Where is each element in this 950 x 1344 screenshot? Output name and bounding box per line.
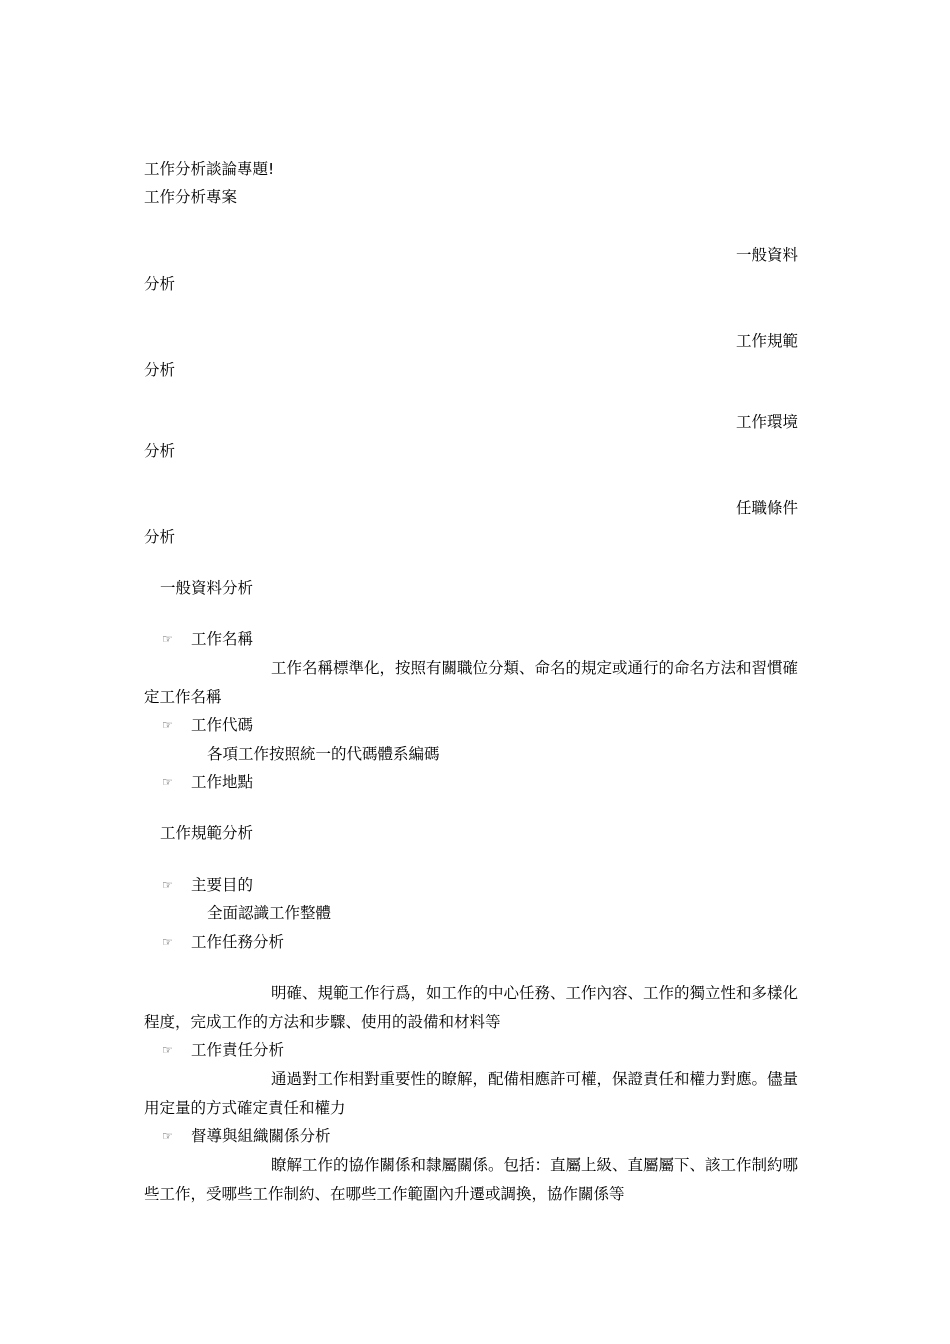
toc-item-4-part2: 分析 xyxy=(144,528,176,546)
pointing-hand-icon: ☞ xyxy=(162,878,173,892)
spec-bullet-3: 工作責任分析 xyxy=(191,1041,285,1059)
spec-bullet-2-desc-text: 明確、規範工作行爲，如工作的中心任務、工作內容、工作的獨立性和多樣化程度，完成工作的方法和步驟、使用的設備和材料等 xyxy=(144,984,799,1031)
spec-bullet-4: 督導與組織關係分析 xyxy=(191,1127,331,1145)
general-bullet-1-desc-text: 工作名稱標準化，按照有關職位分類、命名的規定或通行的命名方法和習慣確定工作名稱 xyxy=(144,659,799,706)
spec-bullet-2: 工作任務分析 xyxy=(191,933,285,951)
toc-item-2-part2: 分析 xyxy=(144,361,176,379)
section-heading-general: 一般資料分析 xyxy=(160,579,254,597)
document-subtitle: 工作分析專案 xyxy=(144,188,238,206)
document-title: 工作分析談論專題! xyxy=(144,160,275,178)
spec-bullet-4-desc-text: 瞭解工作的協作關係和隸屬關係。包括：直屬上級、直屬屬下、該工作制約哪些工作，受哪些工作制約、在哪些工作範圍內升遷或調換，協作關係等 xyxy=(144,1156,799,1203)
toc-item-2-part1: 工作規範 xyxy=(735,332,798,350)
pointing-hand-icon: ☞ xyxy=(162,718,173,732)
spec-bullet-3-desc-text: 通過對工作相對重要性的瞭解，配備相應許可權，保證責任和權力對應。儘量用定量的方式確定責任和權力 xyxy=(144,1070,799,1117)
section-heading-spec: 工作規範分析 xyxy=(160,824,254,842)
general-bullet-3: 工作地點 xyxy=(191,773,254,791)
pointing-hand-icon: ☞ xyxy=(162,1043,173,1057)
spec-bullet-4-desc xyxy=(144,1151,798,1209)
toc-item-4-part1: 任職條件 xyxy=(735,499,798,517)
toc-item-3-part1: 工作環境 xyxy=(735,413,798,431)
spec-bullet-1-desc: 全面認識工作整體 xyxy=(207,904,332,922)
general-bullet-1-desc xyxy=(144,654,798,712)
toc-item-1-part1: 一般資料 xyxy=(735,246,798,264)
toc-item-1-part2: 分析 xyxy=(144,275,176,293)
general-bullet-2-desc: 各項工作按照統一的代碼體系編碼 xyxy=(207,745,440,763)
general-bullet-1: 工作名稱 xyxy=(191,630,254,648)
general-bullet-2: 工作代碼 xyxy=(191,716,254,734)
spec-bullet-1: 主要目的 xyxy=(191,876,254,894)
spec-bullet-3-desc xyxy=(144,1065,798,1123)
pointing-hand-icon: ☞ xyxy=(162,632,173,646)
toc-item-3-part2: 分析 xyxy=(144,442,176,460)
pointing-hand-icon: ☞ xyxy=(162,775,173,789)
pointing-hand-icon: ☞ xyxy=(162,1129,173,1143)
spec-bullet-2-desc xyxy=(144,979,798,1037)
pointing-hand-icon: ☞ xyxy=(162,935,173,949)
